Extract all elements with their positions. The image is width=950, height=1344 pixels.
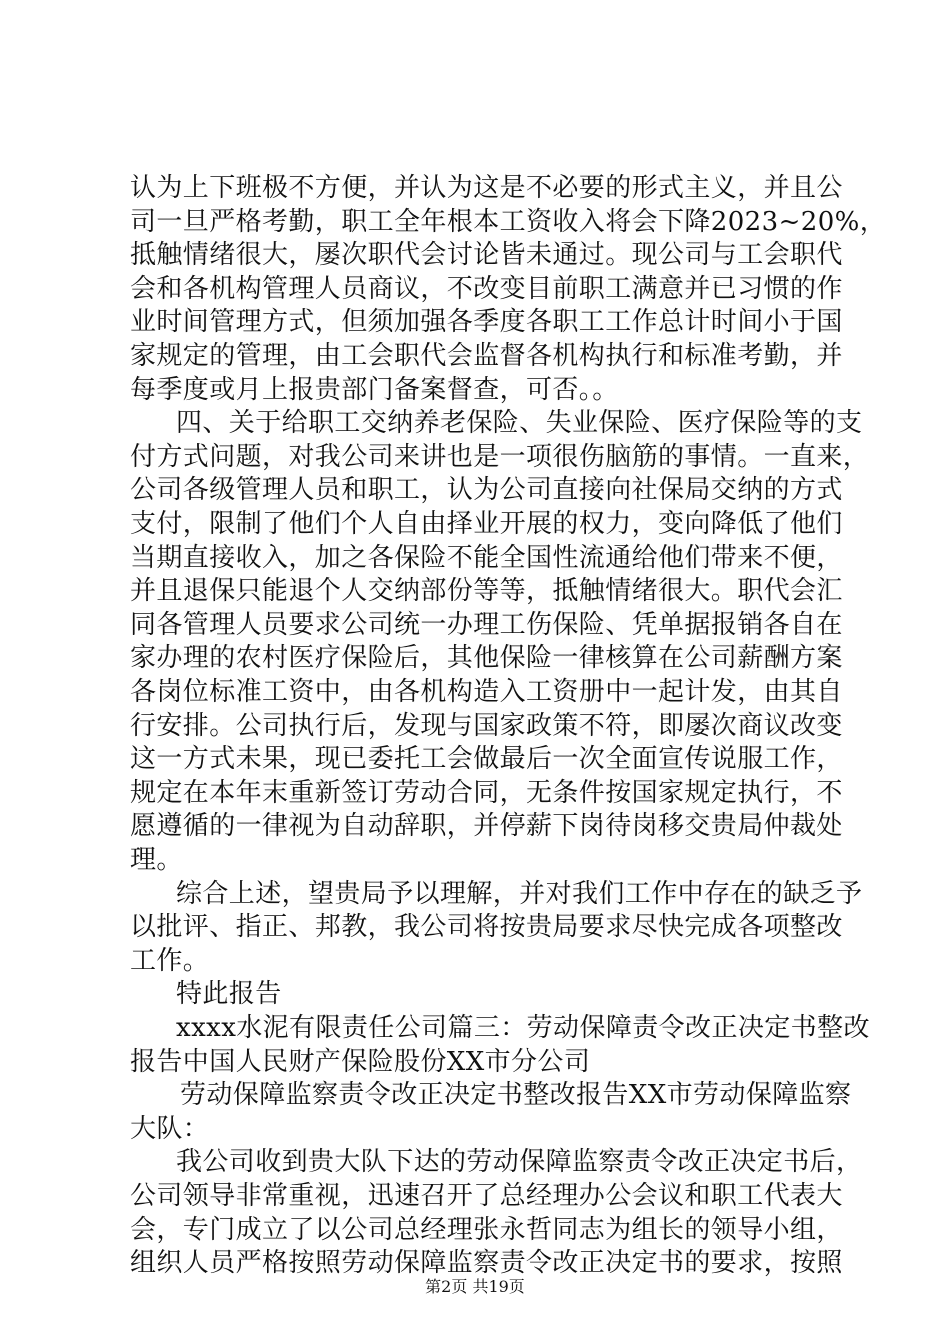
text-line: 愿遵循的一律视为自动辞职，并停薪下岗待岗移交贵局仲裁处 bbox=[130, 811, 843, 842]
paragraph-first-line: 综合上述，望贵局予以理解，并对我们工作中存在的缺乏予 bbox=[176, 878, 863, 909]
text-line: 以批评、指正、邦教，我公司将按贵局要求尽快完成各项整改 bbox=[130, 912, 843, 943]
text-line: 抵触情绪很大，屡次职代会讨论皆未通过。现公司与工会职代 bbox=[130, 240, 843, 271]
text-line: 工作。 bbox=[130, 945, 210, 976]
text-line: 报告中国人民财产保险股份XX市分公司 bbox=[130, 1046, 591, 1077]
text-line: 家办理的农村医疗保险后，其他保险一律核算在公司薪酬方案 bbox=[130, 643, 843, 674]
text-line: 大队： bbox=[130, 1113, 210, 1144]
text-line: 公司各级管理人员和职工，认为公司直接向社保局交纳的方式 bbox=[130, 475, 843, 506]
text-line: 业时间管理方式，但须加强各季度各职工工作总计时间小于国 bbox=[130, 307, 843, 338]
text-line: 每季度或月上报贵部门备案督查，可否。。 bbox=[130, 374, 619, 405]
text-line: 付方式问题，对我公司来讲也是一项很伤脑筋的事情。一直来， bbox=[130, 441, 870, 472]
text-line: 行安排。公司执行后，发现与国家政策不符，即屡次商议改变 bbox=[130, 710, 843, 741]
text-line: 会，专门成立了以公司总经理张永哲同志为组长的领导小组， bbox=[130, 1214, 843, 1245]
page-footer: 第2页 共19页 bbox=[425, 1277, 525, 1296]
text-line: 同各管理人员要求公司统一办理工伤保险、凭单据报销各自在 bbox=[130, 609, 843, 640]
text-line: 各岗位标准工资中，由各机构造入工资册中一起计发，由其自 bbox=[130, 677, 843, 707]
text-line: 规定在本年末重新签订劳动合同，无条件按国家规定执行，不 bbox=[130, 777, 843, 808]
paragraph-first-line: 劳动保障监察责令改正决定书整改报告XX市劳动保障监察 bbox=[180, 1080, 852, 1111]
text-line: 会和各机构管理人员商议，不改变目前职工满意并已习惯的作 bbox=[130, 273, 843, 304]
paragraph-first-line: 我公司收到贵大队下达的劳动保障监察责令改正决定书后， bbox=[176, 1147, 863, 1178]
text-line: 并且退保只能退个人交纳部份等等，抵触情绪很大。职代会汇 bbox=[130, 576, 843, 607]
text-line: 公司领导非常重视，迅速召开了总经理办公会议和职工代表大 bbox=[130, 1181, 843, 1211]
paragraph-first-line: 四、关于给职工交纳养老保险、失业保险、医疗保险等的支 bbox=[176, 408, 863, 439]
text-line: 理。 bbox=[130, 845, 183, 875]
closing-line: 特此报告 bbox=[176, 979, 282, 1010]
text-line: 当期直接收入，加之各保险不能全国性流通给他们带来不便， bbox=[130, 542, 843, 573]
text-line: 组织人员严格按照劳动保障监察责令改正决定书的要求，按照 bbox=[130, 1248, 843, 1279]
text-line: 家规定的管理，由工会职代会监督各机构执行和标准考勤，并 bbox=[130, 341, 843, 371]
text-line: 认为上下班极不方便，并认为这是不必要的形式主义，并且公 bbox=[130, 173, 843, 203]
text-line: 支付，限制了他们个人自由择业开展的权力，变向降低了他们 bbox=[130, 509, 843, 539]
text-line: 这一方式未果，现已委托工会做最后一次全面宣传说服工作， bbox=[130, 744, 843, 775]
paragraph-first-line: xxxx水泥有限责任公司篇三：劳动保障责令改正决定书整改 bbox=[176, 1013, 870, 1043]
text-line: 司一旦严格考勤，职工全年根本工资收入将会下降2023~20%， bbox=[130, 206, 887, 237]
